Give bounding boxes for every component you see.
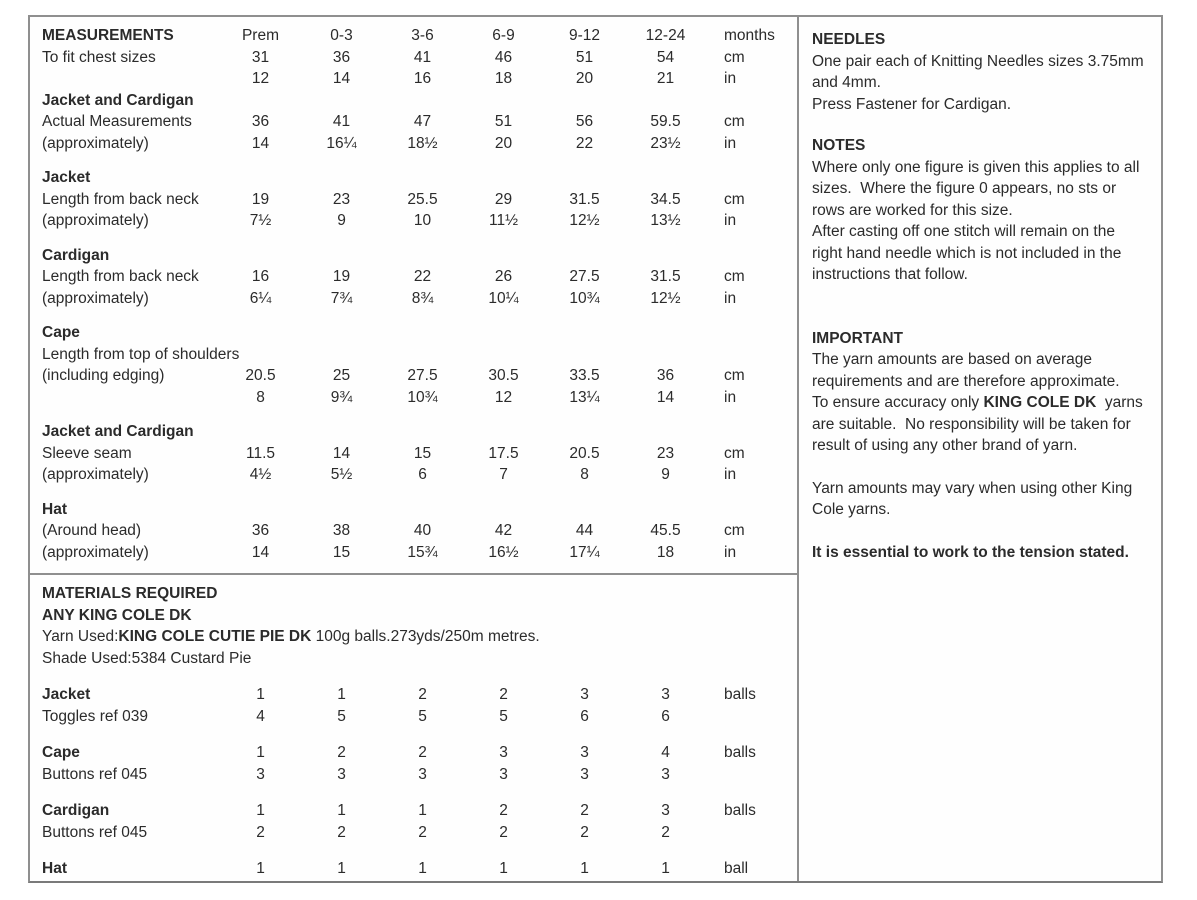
qty-value-3-6: 1 <box>418 802 427 819</box>
qty-value-9-12: 6 <box>580 707 589 725</box>
size-value-9-12 <box>544 499 625 521</box>
row-label: Hat <box>42 500 67 518</box>
qty-value-prem: 1 <box>256 860 265 877</box>
size-value-6-9: 51 <box>494 113 513 130</box>
size-value-prem <box>220 167 301 189</box>
important-yarn-name: KING COLE DK <box>983 394 1097 411</box>
row-label: Cape <box>42 744 80 761</box>
size-value-0-3 <box>301 322 382 344</box>
qty-value-12-24: 1 <box>661 860 670 877</box>
size-value-12-24: 34.5 <box>650 190 681 208</box>
size-value-0-3: 0-3 <box>330 27 353 44</box>
size-value-12-24: 45.5 <box>650 522 681 539</box>
size-value-0-3: 38 <box>332 522 351 539</box>
size-value-prem: 36 <box>251 522 270 539</box>
row-label: Actual Measurements <box>42 113 192 130</box>
size-value-0-3: 15 <box>332 543 351 561</box>
row-label: Jacket <box>42 169 91 186</box>
size-value-0-3: 5½ <box>330 466 353 483</box>
important-heading: IMPORTANT <box>812 329 903 347</box>
size-value-12-24: 18 <box>656 543 675 561</box>
notes-heading: NOTES <box>812 137 866 154</box>
yarn-used-name: KING COLE CUTIE PIE DK <box>118 628 312 645</box>
qty-value-12-24: 3 <box>661 765 670 783</box>
measurement-row <box>30 542 797 564</box>
unit-label: cm <box>724 444 745 462</box>
size-value-9-12 <box>544 421 625 443</box>
unit-label: cm <box>724 367 745 384</box>
size-value-9-12 <box>544 344 625 366</box>
unit-label <box>706 344 797 366</box>
size-value-0-3: 25 <box>332 367 351 384</box>
needles-text-1: One pair each of Knitting Needles sizes 3.75mm and 4mm. <box>812 52 1149 91</box>
unit-label: balls <box>724 744 756 761</box>
size-value-9-12: 9-12 <box>568 27 601 44</box>
size-value-0-3 <box>301 167 382 189</box>
size-value-3-6 <box>382 421 463 443</box>
size-value-12-24: 9 <box>661 466 670 483</box>
measurement-row <box>30 421 797 443</box>
unit-label: in <box>724 388 737 406</box>
size-value-9-12: 12½ <box>569 212 600 229</box>
size-value-6-9: 26 <box>494 268 513 285</box>
row-label: Length from back neck <box>42 190 199 208</box>
qty-value-12-24: 4 <box>661 744 670 761</box>
needles-heading: NEEDLES <box>812 31 886 48</box>
qty-value-prem: 1 <box>256 686 265 703</box>
qty-value-6-9: 5 <box>499 707 508 725</box>
size-value-12-24: 13½ <box>650 212 681 229</box>
size-value-prem: 8 <box>256 388 265 406</box>
size-value-12-24 <box>625 499 706 521</box>
qty-value-0-3: 1 <box>337 802 346 819</box>
size-value-3-6: 3-6 <box>411 27 434 44</box>
row-label: Hat <box>42 860 67 877</box>
measurements-table <box>30 17 797 575</box>
qty-value-0-3: 2 <box>337 823 346 841</box>
measurement-row <box>30 464 797 486</box>
row-label: Cape <box>42 324 80 341</box>
size-value-9-12: 33.5 <box>569 367 600 384</box>
qty-value-3-6: 3 <box>418 765 427 783</box>
unit-label <box>706 167 797 189</box>
size-value-3-6 <box>382 322 463 344</box>
qty-value-6-9: 3 <box>499 744 508 761</box>
size-value-6-9: 29 <box>494 190 513 208</box>
size-value-6-9 <box>463 421 544 443</box>
size-value-9-12: 56 <box>575 113 594 130</box>
row-label: (approximately) <box>42 543 149 561</box>
size-value-prem: 20.5 <box>245 367 276 384</box>
size-value-3-6 <box>382 344 463 366</box>
qty-value-12-24: 3 <box>661 686 670 703</box>
unit-label: cm <box>724 522 745 539</box>
unit-label: months <box>724 27 775 44</box>
measurement-row <box>30 47 797 69</box>
row-label: (approximately) <box>42 212 149 229</box>
row-label: (Around head) <box>42 522 142 539</box>
size-value-6-9: 18 <box>494 70 513 87</box>
measurement-row <box>30 90 797 112</box>
pattern-sheet <box>28 15 1163 883</box>
measurement-row <box>30 68 797 90</box>
materials-row <box>30 858 797 880</box>
size-value-prem: 19 <box>251 190 270 208</box>
qty-value-3-6: 5 <box>418 707 427 725</box>
size-value-0-3 <box>301 344 382 366</box>
size-value-12-24: 21 <box>656 70 675 87</box>
size-value-12-24: 14 <box>656 388 675 406</box>
size-value-12-24: 23½ <box>650 134 681 152</box>
size-value-6-9 <box>463 344 544 366</box>
measurements-rows <box>30 25 797 563</box>
size-value-0-3: 7¾ <box>330 289 353 307</box>
size-value-3-6 <box>382 245 463 267</box>
size-value-0-3 <box>301 90 382 112</box>
size-value-6-9: 12 <box>494 388 513 406</box>
qty-value-0-3: 3 <box>337 765 346 783</box>
size-value-12-24 <box>625 167 706 189</box>
unit-label: cm <box>724 268 745 285</box>
qty-value-0-3: 5 <box>337 707 346 725</box>
size-value-9-12: 17¼ <box>569 543 600 561</box>
qty-value-6-9: 1 <box>499 860 508 877</box>
size-value-3-6: 22 <box>413 268 432 285</box>
qty-value-0-3: 2 <box>337 744 346 761</box>
size-value-3-6: 18½ <box>407 134 438 152</box>
size-value-12-24 <box>625 322 706 344</box>
unit-label: ball <box>724 860 749 877</box>
size-value-12-24: 36 <box>656 367 675 384</box>
unit-label <box>706 421 797 443</box>
row-label: Length from back neck <box>42 268 199 285</box>
unit-label <box>706 245 797 267</box>
size-value-0-3 <box>301 421 382 443</box>
size-value-9-12: 20 <box>575 70 594 87</box>
size-value-9-12: 10¾ <box>569 289 600 307</box>
size-value-prem <box>220 245 301 267</box>
size-value-6-9: 46 <box>494 48 513 66</box>
measurement-row <box>30 499 797 521</box>
size-value-3-6: 41 <box>413 48 432 66</box>
shade-used-line: Shade Used:5384 Custard Pie <box>42 649 252 667</box>
size-value-9-12: 44 <box>575 522 594 539</box>
size-value-9-12: 31.5 <box>569 190 600 208</box>
row-label: Cardigan <box>42 802 110 819</box>
size-value-3-6 <box>382 90 463 112</box>
size-value-12-24: 59.5 <box>650 113 681 130</box>
size-value-prem <box>220 90 301 112</box>
row-label: MEASUREMENTS <box>42 27 174 44</box>
measurement-row <box>30 288 797 310</box>
qty-value-9-12: 3 <box>580 765 589 783</box>
size-value-12-24: 12½ <box>650 289 681 307</box>
notes-text-1: Where only one figure is given this applies to all sizes. Where the figure 0 appears, no sts or rows are worked for this size. <box>812 158 1144 219</box>
size-value-6-9: 16½ <box>488 543 519 561</box>
row-label <box>30 68 220 90</box>
unit-label <box>706 499 797 521</box>
size-value-6-9 <box>463 90 544 112</box>
size-value-9-12 <box>544 322 625 344</box>
qty-value-prem: 2 <box>256 823 265 841</box>
size-value-12-24: 12-24 <box>645 27 686 44</box>
row-label: Jacket and Cardigan <box>42 423 194 440</box>
unit-label: balls <box>724 686 756 703</box>
qty-value-6-9: 2 <box>499 686 508 703</box>
size-value-9-12: 27.5 <box>569 268 600 285</box>
unit-label: balls <box>724 802 756 819</box>
important-text-2-pre: To ensure accuracy only <box>812 394 984 411</box>
size-value-0-3 <box>301 245 382 267</box>
size-value-6-9: 20 <box>494 134 513 152</box>
row-label: Sleeve seam <box>42 444 132 462</box>
materials-rows <box>30 684 797 880</box>
important-text-2 <box>812 392 1147 457</box>
row-label: Length from top of shoulders <box>42 345 240 363</box>
measurement-row <box>30 111 797 133</box>
size-value-prem <box>220 344 301 366</box>
size-value-6-9 <box>463 499 544 521</box>
size-value-prem: Prem <box>241 27 280 44</box>
row-label: (including edging) <box>42 367 165 384</box>
needles-text-2: Press Fastener for Cardigan. <box>812 95 1012 113</box>
size-value-12-24 <box>625 90 706 112</box>
size-value-0-3: 9¾ <box>330 388 353 406</box>
size-value-prem <box>220 421 301 443</box>
size-value-prem: 4½ <box>249 466 272 483</box>
size-value-3-6: 10 <box>413 212 432 229</box>
size-value-12-24: 23 <box>656 444 675 462</box>
info-panel <box>799 17 1161 881</box>
size-value-9-12: 51 <box>575 48 594 66</box>
size-value-prem: 31 <box>251 48 270 66</box>
row-label: (approximately) <box>42 134 149 152</box>
qty-value-9-12: 2 <box>580 802 589 819</box>
size-value-0-3: 14 <box>332 444 351 462</box>
measurement-row <box>30 245 797 267</box>
size-value-9-12: 22 <box>575 134 594 152</box>
row-label: Buttons ref 045 <box>42 823 148 841</box>
size-value-12-24 <box>625 245 706 267</box>
size-value-3-6: 8¾ <box>411 289 434 307</box>
size-value-prem: 11.5 <box>245 444 276 462</box>
size-value-12-24 <box>625 344 706 366</box>
unit-label: in <box>724 289 737 307</box>
qty-value-3-6: 2 <box>418 823 427 841</box>
size-value-0-3 <box>301 499 382 521</box>
qty-value-0-3: 1 <box>337 686 346 703</box>
qty-value-9-12: 2 <box>580 823 589 841</box>
size-value-3-6 <box>382 499 463 521</box>
materials-row <box>30 742 797 764</box>
size-value-prem: 7½ <box>249 212 272 229</box>
size-value-6-9: 11½ <box>488 212 519 229</box>
size-value-6-9: 30.5 <box>488 367 519 384</box>
materials-section <box>30 575 797 881</box>
size-value-0-3: 23 <box>332 190 351 208</box>
materials-row <box>30 764 797 786</box>
qty-value-3-6: 2 <box>418 686 427 703</box>
materials-row <box>30 822 797 844</box>
qty-value-9-12: 1 <box>580 860 589 877</box>
unit-label: in <box>724 70 737 87</box>
measurement-row <box>30 167 797 189</box>
row-label: To fit chest sizes <box>42 48 156 66</box>
size-value-0-3: 9 <box>337 212 346 229</box>
tension-note: It is essential to work to the tension stated. <box>812 543 1129 561</box>
qty-value-6-9: 2 <box>499 802 508 819</box>
size-value-6-9 <box>463 322 544 344</box>
size-value-9-12: 8 <box>580 466 589 483</box>
unit-label: in <box>724 543 737 561</box>
measurement-row <box>30 344 797 366</box>
important-text-1: The yarn amounts are based on average requirements and are therefore approximate. <box>812 351 1120 390</box>
qty-value-12-24: 6 <box>661 707 670 725</box>
unit-label <box>706 322 797 344</box>
size-value-6-9: 10¼ <box>488 289 519 307</box>
qty-value-0-3: 1 <box>337 860 346 877</box>
measurement-row <box>30 25 797 47</box>
materials-row <box>30 706 797 728</box>
size-value-6-9 <box>463 167 544 189</box>
size-value-6-9 <box>463 245 544 267</box>
qty-value-prem: 1 <box>256 802 265 819</box>
yarn-used-prefix: Yarn Used: <box>42 628 119 645</box>
qty-value-prem: 4 <box>256 707 265 725</box>
size-value-3-6: 27.5 <box>407 367 438 384</box>
size-value-prem: 36 <box>251 113 270 130</box>
measurement-row <box>30 387 797 409</box>
qty-value-12-24: 2 <box>661 823 670 841</box>
yarn-used-line <box>30 626 797 648</box>
row-label: Jacket and Cardigan <box>42 91 194 109</box>
measurement-row <box>30 189 797 211</box>
size-value-0-3: 19 <box>332 268 351 285</box>
size-value-3-6: 25.5 <box>407 190 438 208</box>
size-value-9-12: 13¼ <box>569 388 600 406</box>
unit-label: cm <box>724 48 745 66</box>
row-label: (approximately) <box>42 289 149 307</box>
size-value-3-6: 40 <box>413 522 432 539</box>
size-value-9-12 <box>544 245 625 267</box>
row-label: Jacket <box>42 686 91 703</box>
materials-subtitle: ANY KING COLE DK <box>42 606 192 624</box>
materials-title: MATERIALS REQUIRED <box>42 585 218 602</box>
size-value-9-12 <box>544 167 625 189</box>
qty-value-9-12: 3 <box>580 744 589 761</box>
size-value-prem <box>220 499 301 521</box>
unit-label: cm <box>724 190 745 208</box>
unit-label <box>706 706 797 728</box>
size-value-6-9: 7 <box>499 466 508 483</box>
size-value-3-6: 47 <box>413 113 432 130</box>
size-value-6-9: 17.5 <box>488 444 519 462</box>
size-value-3-6: 15 <box>413 444 432 462</box>
yarn-used-detail: 100g balls.273yds/250m metres. <box>311 628 540 645</box>
size-value-9-12 <box>544 90 625 112</box>
size-value-prem: 6¼ <box>249 289 272 307</box>
materials-row <box>30 800 797 822</box>
qty-value-prem: 3 <box>256 765 265 783</box>
size-value-12-24: 31.5 <box>650 268 681 285</box>
size-value-9-12: 20.5 <box>569 444 600 462</box>
row-label: Cardigan <box>42 246 110 264</box>
qty-value-9-12: 3 <box>580 686 589 703</box>
size-value-3-6: 10¾ <box>407 388 438 406</box>
unit-label: cm <box>724 113 745 130</box>
measurement-row <box>30 443 797 465</box>
size-value-6-9: 6-9 <box>492 27 515 44</box>
size-value-3-6 <box>382 167 463 189</box>
size-value-prem <box>220 322 301 344</box>
measurement-row <box>30 210 797 232</box>
measurement-row <box>30 322 797 344</box>
unit-label: in <box>724 212 737 229</box>
qty-value-3-6: 2 <box>418 744 427 761</box>
row-label: (approximately) <box>42 466 149 483</box>
left-column <box>30 17 799 881</box>
notes-text-2: After casting off one stitch will remain on the right hand needle which is not included in the instructions that follow. <box>812 223 1126 283</box>
measurement-row <box>30 266 797 288</box>
qty-value-6-9: 2 <box>499 823 508 841</box>
size-value-0-3: 16¼ <box>326 134 357 152</box>
unit-label <box>706 764 797 786</box>
important-text-3: Yarn amounts may vary when using other King Cole yarns. <box>812 479 1137 518</box>
size-value-3-6: 15¾ <box>407 543 438 561</box>
unit-label <box>706 822 797 844</box>
materials-row <box>30 684 797 706</box>
qty-value-prem: 1 <box>256 744 265 761</box>
qty-value-12-24: 3 <box>661 802 670 819</box>
important-text-2-post: yarns are suitable. No responsibility will be taken for result of using any other brand of yarn. <box>812 394 1148 454</box>
row-label: Toggles ref 039 <box>42 707 148 725</box>
qty-value-3-6: 1 <box>418 860 427 877</box>
unit-label: in <box>724 134 737 152</box>
size-value-prem: 14 <box>251 543 270 561</box>
qty-value-6-9: 3 <box>499 765 508 783</box>
size-value-prem: 12 <box>251 70 270 87</box>
measurement-row <box>30 520 797 542</box>
row-label <box>30 387 220 409</box>
measurement-row <box>30 365 797 387</box>
size-value-12-24 <box>625 421 706 443</box>
size-value-0-3: 41 <box>332 113 351 130</box>
row-label: Buttons ref 045 <box>42 765 148 783</box>
size-value-3-6: 16 <box>413 70 432 87</box>
size-value-0-3: 14 <box>332 70 351 87</box>
size-value-prem: 14 <box>251 134 270 152</box>
size-value-6-9: 42 <box>494 522 513 539</box>
size-value-12-24: 54 <box>656 48 675 66</box>
size-value-0-3: 36 <box>332 48 351 66</box>
unit-label <box>706 90 797 112</box>
measurement-row <box>30 133 797 155</box>
unit-label: in <box>724 466 737 483</box>
size-value-3-6: 6 <box>418 466 427 483</box>
size-value-prem: 16 <box>251 268 270 285</box>
